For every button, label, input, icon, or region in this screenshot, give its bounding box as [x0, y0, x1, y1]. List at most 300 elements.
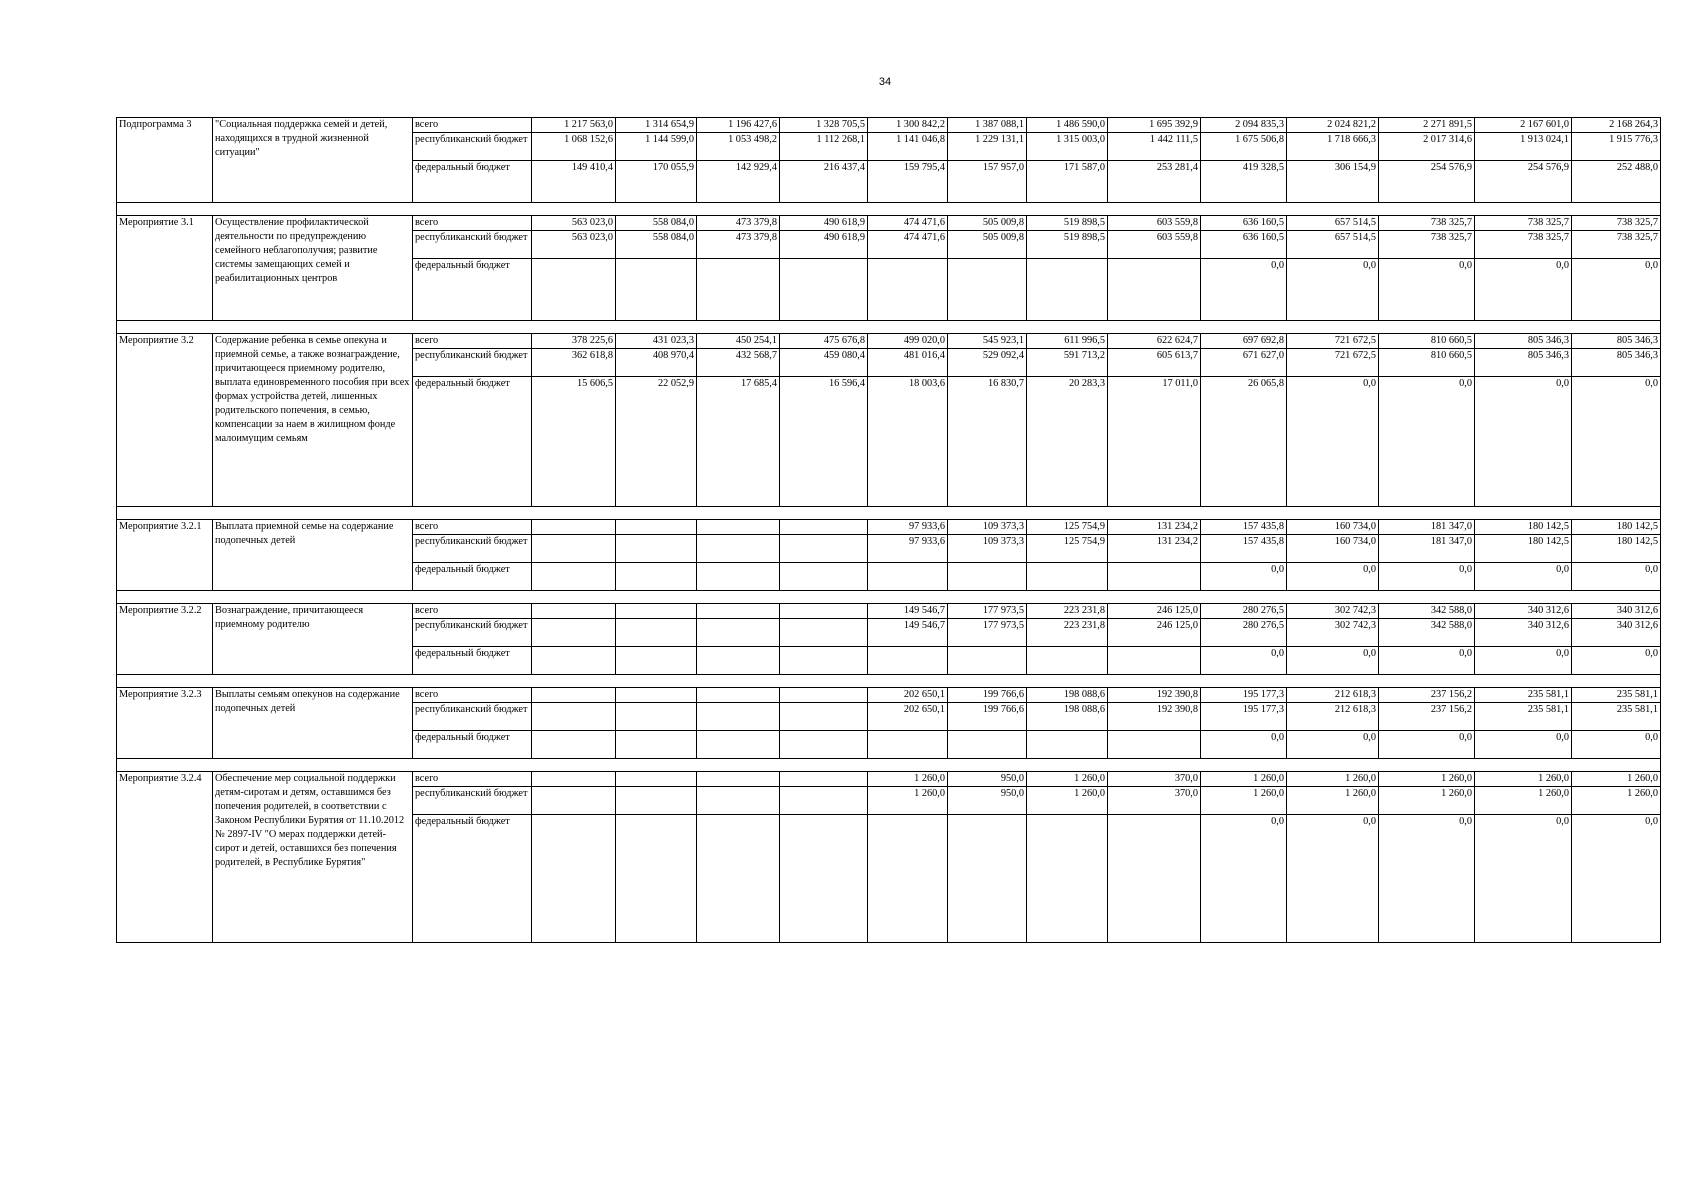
amount-cell: 370,0 [1108, 772, 1201, 787]
amount-cell: 246 125,0 [1108, 604, 1201, 619]
amount-cell [532, 703, 616, 731]
amount-cell: 370,0 [1108, 787, 1201, 815]
amount-cell: 97 933,6 [868, 535, 948, 563]
funding-source: республиканский бюджет [413, 349, 532, 377]
program-code: Подпрограмма 3 [117, 118, 213, 203]
amount-cell [697, 731, 780, 759]
amount-cell [616, 772, 697, 787]
amount-cell: 216 437,4 [780, 161, 868, 203]
amount-cell: 474 471,6 [868, 231, 948, 259]
amount-cell: 1 315 003,0 [1027, 133, 1108, 161]
amount-cell: 0,0 [1475, 815, 1572, 943]
amount-cell: 591 713,2 [1027, 349, 1108, 377]
amount-cell [697, 563, 780, 591]
amount-cell: 125 754,9 [1027, 520, 1108, 535]
amount-cell: 1 314 654,9 [616, 118, 697, 133]
amount-cell [697, 688, 780, 703]
amount-cell: 1 442 111,5 [1108, 133, 1201, 161]
amount-cell [616, 563, 697, 591]
amount-cell: 1 718 666,3 [1287, 133, 1379, 161]
funding-source: федеральный бюджет [413, 731, 532, 759]
table-row [117, 334, 1661, 349]
amount-cell: 235 581,1 [1475, 703, 1572, 731]
amount-cell [697, 619, 780, 647]
amount-cell: 0,0 [1201, 815, 1287, 943]
amount-cell: 0,0 [1201, 731, 1287, 759]
funding-source: республиканский бюджет [413, 619, 532, 647]
amount-cell: 0,0 [1572, 815, 1661, 943]
amount-cell: 697 692,8 [1201, 334, 1287, 349]
amount-cell: 738 325,7 [1572, 216, 1661, 231]
amount-cell [697, 647, 780, 675]
amount-cell [780, 520, 868, 535]
amount-cell [868, 563, 948, 591]
funding-source: всего [413, 118, 532, 133]
amount-cell: 1 260,0 [1201, 772, 1287, 787]
funding-source: всего [413, 772, 532, 787]
amount-cell: 408 970,4 [616, 349, 697, 377]
amount-cell: 0,0 [1201, 647, 1287, 675]
amount-cell [868, 259, 948, 321]
amount-cell [616, 520, 697, 535]
funding-source: федеральный бюджет [413, 161, 532, 203]
amount-cell: 738 325,7 [1475, 231, 1572, 259]
amount-cell: 199 766,6 [948, 688, 1027, 703]
funding-source: федеральный бюджет [413, 815, 532, 943]
amount-cell: 473 379,8 [697, 216, 780, 231]
amount-cell: 1 112 268,1 [780, 133, 868, 161]
amount-cell [616, 535, 697, 563]
amount-cell [1027, 815, 1108, 943]
amount-cell [532, 535, 616, 563]
amount-cell [532, 688, 616, 703]
amount-cell: 160 734,0 [1287, 520, 1379, 535]
amount-cell: 0,0 [1379, 815, 1475, 943]
amount-cell: 157 435,8 [1201, 520, 1287, 535]
amount-cell [1108, 563, 1201, 591]
program-description: Выплата приемной семье на содержание подопечных детей [213, 520, 413, 591]
amount-cell: 805 346,3 [1475, 334, 1572, 349]
table-row [117, 604, 1661, 619]
amount-cell: 1 260,0 [1287, 772, 1379, 787]
amount-cell: 131 234,2 [1108, 535, 1201, 563]
amount-cell: 157 957,0 [948, 161, 1027, 203]
amount-cell: 1 260,0 [1027, 787, 1108, 815]
funding-source: республиканский бюджет [413, 703, 532, 731]
amount-cell: 0,0 [1475, 377, 1572, 507]
amount-cell [1108, 731, 1201, 759]
amount-cell: 142 929,4 [697, 161, 780, 203]
program-description: Выплаты семьям опекунов на содержание подопечных детей [213, 688, 413, 759]
amount-cell: 177 973,5 [948, 619, 1027, 647]
amount-cell: 1 260,0 [868, 772, 948, 787]
amount-cell [616, 647, 697, 675]
funding-source: федеральный бюджет [413, 647, 532, 675]
amount-cell [1027, 259, 1108, 321]
amount-cell: 180 142,5 [1475, 535, 1572, 563]
amount-cell [1027, 731, 1108, 759]
amount-cell: 1 260,0 [1572, 787, 1661, 815]
amount-cell [616, 259, 697, 321]
page-number: 34 [878, 76, 892, 88]
amount-cell: 0,0 [1379, 731, 1475, 759]
amount-cell: 0,0 [1475, 563, 1572, 591]
amount-cell [616, 604, 697, 619]
amount-cell [780, 731, 868, 759]
amount-cell: 198 088,6 [1027, 688, 1108, 703]
amount-cell: 473 379,8 [697, 231, 780, 259]
amount-cell [780, 619, 868, 647]
amount-cell: 149 410,4 [532, 161, 616, 203]
amount-cell [697, 703, 780, 731]
funding-source: всего [413, 334, 532, 349]
amount-cell: 490 618,9 [780, 216, 868, 231]
group-spacer [117, 203, 1661, 216]
amount-cell: 181 347,0 [1379, 535, 1475, 563]
amount-cell: 253 281,4 [1108, 161, 1201, 203]
amount-cell [532, 259, 616, 321]
amount-cell: 605 613,7 [1108, 349, 1201, 377]
amount-cell: 306 154,9 [1287, 161, 1379, 203]
amount-cell: 657 514,5 [1287, 231, 1379, 259]
table-row [117, 520, 1661, 535]
amount-cell: 254 576,9 [1475, 161, 1572, 203]
amount-cell: 1 260,0 [1572, 772, 1661, 787]
table-row [117, 772, 1661, 787]
amount-cell: 505 009,8 [948, 231, 1027, 259]
amount-cell [868, 647, 948, 675]
amount-cell: 2 167 601,0 [1475, 118, 1572, 133]
amount-cell [616, 619, 697, 647]
amount-cell: 212 618,3 [1287, 703, 1379, 731]
table-row [117, 216, 1661, 231]
amount-cell: 519 898,5 [1027, 216, 1108, 231]
amount-cell [780, 604, 868, 619]
amount-cell: 0,0 [1379, 647, 1475, 675]
amount-cell: 810 660,5 [1379, 349, 1475, 377]
amount-cell [532, 731, 616, 759]
amount-cell: 2 094 835,3 [1201, 118, 1287, 133]
amount-cell: 499 020,0 [868, 334, 948, 349]
amount-cell: 1 260,0 [1287, 787, 1379, 815]
funding-source: республиканский бюджет [413, 535, 532, 563]
amount-cell: 603 559,8 [1108, 231, 1201, 259]
amount-cell: 177 973,5 [948, 604, 1027, 619]
amount-cell: 0,0 [1287, 647, 1379, 675]
amount-cell: 22 052,9 [616, 377, 697, 507]
amount-cell [1027, 647, 1108, 675]
budget-table [116, 117, 1661, 943]
amount-cell: 149 546,7 [868, 604, 948, 619]
amount-cell [780, 688, 868, 703]
amount-cell [616, 703, 697, 731]
amount-cell [616, 815, 697, 943]
program-code: Мероприятие 3.1 [117, 216, 213, 321]
amount-cell: 657 514,5 [1287, 216, 1379, 231]
amount-cell: 805 346,3 [1572, 349, 1661, 377]
amount-cell: 235 581,1 [1572, 688, 1661, 703]
amount-cell: 0,0 [1287, 259, 1379, 321]
amount-cell [1108, 647, 1201, 675]
amount-cell: 474 471,6 [868, 216, 948, 231]
amount-cell: 340 312,6 [1475, 604, 1572, 619]
amount-cell: 0,0 [1201, 563, 1287, 591]
amount-cell: 199 766,6 [948, 703, 1027, 731]
amount-cell: 558 084,0 [616, 231, 697, 259]
amount-cell [780, 772, 868, 787]
amount-cell: 202 650,1 [868, 688, 948, 703]
program-code: Мероприятие 3.2.1 [117, 520, 213, 591]
program-description: Содержание ребенка в семье опекуна и приемной семье, а также вознаграждение, причитающееся приемному родителю, выплата единовременного пособия при всех формах устройства детей, лишенных родительского попечения, в семью, компенсации за наем в жилищном фонде малоимущим семьям [213, 334, 413, 507]
amount-cell: 1 913 024,1 [1475, 133, 1572, 161]
amount-cell: 738 325,7 [1475, 216, 1572, 231]
program-code: Мероприятие 3.2.2 [117, 604, 213, 675]
amount-cell: 2 271 891,5 [1379, 118, 1475, 133]
amount-cell: 1 260,0 [1475, 787, 1572, 815]
amount-cell: 0,0 [1572, 731, 1661, 759]
amount-cell: 721 672,5 [1287, 349, 1379, 377]
amount-cell: 622 624,7 [1108, 334, 1201, 349]
amount-cell: 1 260,0 [1379, 787, 1475, 815]
amount-cell [868, 815, 948, 943]
amount-cell: 280 276,5 [1201, 619, 1287, 647]
amount-cell: 237 156,2 [1379, 688, 1475, 703]
amount-cell: 202 650,1 [868, 703, 948, 731]
amount-cell: 1 144 599,0 [616, 133, 697, 161]
amount-cell: 1 260,0 [868, 787, 948, 815]
amount-cell [616, 731, 697, 759]
amount-cell [532, 563, 616, 591]
amount-cell: 1 695 392,9 [1108, 118, 1201, 133]
amount-cell: 362 618,8 [532, 349, 616, 377]
amount-cell: 431 023,3 [616, 334, 697, 349]
amount-cell: 180 142,5 [1572, 520, 1661, 535]
amount-cell [948, 563, 1027, 591]
amount-cell: 109 373,3 [948, 535, 1027, 563]
amount-cell: 0,0 [1475, 647, 1572, 675]
amount-cell: 125 754,9 [1027, 535, 1108, 563]
amount-cell: 17 685,4 [697, 377, 780, 507]
amount-cell: 1 486 590,0 [1027, 118, 1108, 133]
funding-source: федеральный бюджет [413, 563, 532, 591]
amount-cell: 1 260,0 [1027, 772, 1108, 787]
amount-cell: 170 055,9 [616, 161, 697, 203]
amount-cell: 738 325,7 [1572, 231, 1661, 259]
amount-cell: 15 606,5 [532, 377, 616, 507]
amount-cell: 529 092,4 [948, 349, 1027, 377]
amount-cell: 160 734,0 [1287, 535, 1379, 563]
amount-cell: 0,0 [1201, 259, 1287, 321]
amount-cell [532, 604, 616, 619]
amount-cell: 192 390,8 [1108, 703, 1201, 731]
amount-cell [780, 259, 868, 321]
amount-cell: 505 009,8 [948, 216, 1027, 231]
funding-source: республиканский бюджет [413, 231, 532, 259]
amount-cell: 18 003,6 [868, 377, 948, 507]
amount-cell: 16 830,7 [948, 377, 1027, 507]
amount-cell: 342 588,0 [1379, 619, 1475, 647]
amount-cell: 0,0 [1572, 259, 1661, 321]
amount-cell [616, 688, 697, 703]
amount-cell: 159 795,4 [868, 161, 948, 203]
amount-cell: 1 229 131,1 [948, 133, 1027, 161]
group-spacer [117, 321, 1661, 334]
amount-cell: 805 346,3 [1572, 334, 1661, 349]
amount-cell: 0,0 [1572, 377, 1661, 507]
amount-cell: 0,0 [1379, 563, 1475, 591]
group-spacer [117, 759, 1661, 772]
amount-cell [780, 647, 868, 675]
amount-cell: 97 933,6 [868, 520, 948, 535]
amount-cell: 212 618,3 [1287, 688, 1379, 703]
amount-cell [948, 259, 1027, 321]
amount-cell: 475 676,8 [780, 334, 868, 349]
amount-cell [1027, 563, 1108, 591]
amount-cell [697, 815, 780, 943]
amount-cell: 636 160,5 [1201, 231, 1287, 259]
amount-cell: 1 260,0 [1475, 772, 1572, 787]
amount-cell [532, 647, 616, 675]
amount-cell [697, 535, 780, 563]
amount-cell: 419 328,5 [1201, 161, 1287, 203]
amount-cell [697, 259, 780, 321]
amount-cell [948, 647, 1027, 675]
amount-cell [948, 815, 1027, 943]
amount-cell: 450 254,1 [697, 334, 780, 349]
amount-cell: 195 177,3 [1201, 703, 1287, 731]
table-row [117, 688, 1661, 703]
amount-cell [780, 703, 868, 731]
program-description: Осуществление профилактической деятельности по предупреждению семейного неблагополучия; развитие системы замещающих семей и реабилитационных центров [213, 216, 413, 321]
amount-cell [868, 731, 948, 759]
amount-cell: 0,0 [1287, 731, 1379, 759]
amount-cell: 246 125,0 [1108, 619, 1201, 647]
amount-cell: 181 347,0 [1379, 520, 1475, 535]
amount-cell: 157 435,8 [1201, 535, 1287, 563]
amount-cell [780, 563, 868, 591]
amount-cell [616, 787, 697, 815]
amount-cell: 481 016,4 [868, 349, 948, 377]
amount-cell [532, 815, 616, 943]
program-description: Обеспечение мер социальной поддержки детям-сиротам и детям, оставшимся без попечения родителей, в соответствии с Законом Республики Бурятия от 11.10.2012 № 2897-IV "О мерах поддержки детей-сирот и детей, оставшихся без попечения родителей, в Республике Бурятия" [213, 772, 413, 943]
amount-cell: 636 160,5 [1201, 216, 1287, 231]
amount-cell: 235 581,1 [1572, 703, 1661, 731]
funding-source: всего [413, 688, 532, 703]
amount-cell: 1 260,0 [1379, 772, 1475, 787]
amount-cell [780, 815, 868, 943]
amount-cell: 302 742,3 [1287, 604, 1379, 619]
amount-cell: 1 196 427,6 [697, 118, 780, 133]
amount-cell: 2 024 821,2 [1287, 118, 1379, 133]
amount-cell: 109 373,3 [948, 520, 1027, 535]
amount-cell: 17 011,0 [1108, 377, 1201, 507]
amount-cell: 519 898,5 [1027, 231, 1108, 259]
amount-cell: 545 923,1 [948, 334, 1027, 349]
amount-cell: 738 325,7 [1379, 216, 1475, 231]
amount-cell: 490 618,9 [780, 231, 868, 259]
amount-cell: 235 581,1 [1475, 688, 1572, 703]
amount-cell: 0,0 [1287, 815, 1379, 943]
funding-source: всего [413, 520, 532, 535]
amount-cell [697, 604, 780, 619]
amount-cell: 1 217 563,0 [532, 118, 616, 133]
amount-cell: 459 080,4 [780, 349, 868, 377]
amount-cell: 302 742,3 [1287, 619, 1379, 647]
amount-cell: 611 996,5 [1027, 334, 1108, 349]
amount-cell [948, 731, 1027, 759]
amount-cell: 342 588,0 [1379, 604, 1475, 619]
amount-cell: 2 168 264,3 [1572, 118, 1661, 133]
amount-cell: 195 177,3 [1201, 688, 1287, 703]
amount-cell: 340 312,6 [1572, 619, 1661, 647]
funding-source: всего [413, 604, 532, 619]
amount-cell: 131 234,2 [1108, 520, 1201, 535]
amount-cell: 0,0 [1287, 377, 1379, 507]
amount-cell: 563 023,0 [532, 231, 616, 259]
amount-cell: 1 915 776,3 [1572, 133, 1661, 161]
group-spacer [117, 675, 1661, 688]
funding-source: республиканский бюджет [413, 133, 532, 161]
amount-cell: 1 053 498,2 [697, 133, 780, 161]
amount-cell: 180 142,5 [1572, 535, 1661, 563]
amount-cell: 0,0 [1379, 259, 1475, 321]
program-code: Мероприятие 3.2 [117, 334, 213, 507]
funding-source: всего [413, 216, 532, 231]
amount-cell: 252 488,0 [1572, 161, 1661, 203]
amount-cell: 280 276,5 [1201, 604, 1287, 619]
amount-cell [697, 520, 780, 535]
amount-cell: 16 596,4 [780, 377, 868, 507]
amount-cell: 180 142,5 [1475, 520, 1572, 535]
amount-cell: 20 283,3 [1027, 377, 1108, 507]
program-code: Мероприятие 3.2.4 [117, 772, 213, 943]
amount-cell: 223 231,8 [1027, 619, 1108, 647]
amount-cell [697, 787, 780, 815]
amount-cell: 950,0 [948, 787, 1027, 815]
amount-cell: 950,0 [948, 772, 1027, 787]
amount-cell: 738 325,7 [1379, 231, 1475, 259]
amount-cell: 563 023,0 [532, 216, 616, 231]
amount-cell: 378 225,6 [532, 334, 616, 349]
amount-cell: 171 587,0 [1027, 161, 1108, 203]
amount-cell: 432 568,7 [697, 349, 780, 377]
amount-cell: 1 068 152,6 [532, 133, 616, 161]
amount-cell: 1 141 046,8 [868, 133, 948, 161]
funding-source: федеральный бюджет [413, 259, 532, 321]
amount-cell: 1 328 705,5 [780, 118, 868, 133]
amount-cell: 340 312,6 [1572, 604, 1661, 619]
amount-cell: 603 559,8 [1108, 216, 1201, 231]
amount-cell: 340 312,6 [1475, 619, 1572, 647]
amount-cell [532, 772, 616, 787]
amount-cell: 0,0 [1287, 563, 1379, 591]
amount-cell: 223 231,8 [1027, 604, 1108, 619]
amount-cell: 26 065,8 [1201, 377, 1287, 507]
amount-cell: 1 675 506,8 [1201, 133, 1287, 161]
table-row [117, 118, 1661, 133]
amount-cell: 671 627,0 [1201, 349, 1287, 377]
amount-cell [532, 787, 616, 815]
amount-cell: 1 387 088,1 [948, 118, 1027, 133]
amount-cell: 1 300 842,2 [868, 118, 948, 133]
group-spacer [117, 591, 1661, 604]
amount-cell: 149 546,7 [868, 619, 948, 647]
amount-cell: 237 156,2 [1379, 703, 1475, 731]
amount-cell: 254 576,9 [1379, 161, 1475, 203]
amount-cell: 0,0 [1475, 731, 1572, 759]
amount-cell: 1 260,0 [1201, 787, 1287, 815]
amount-cell [697, 772, 780, 787]
